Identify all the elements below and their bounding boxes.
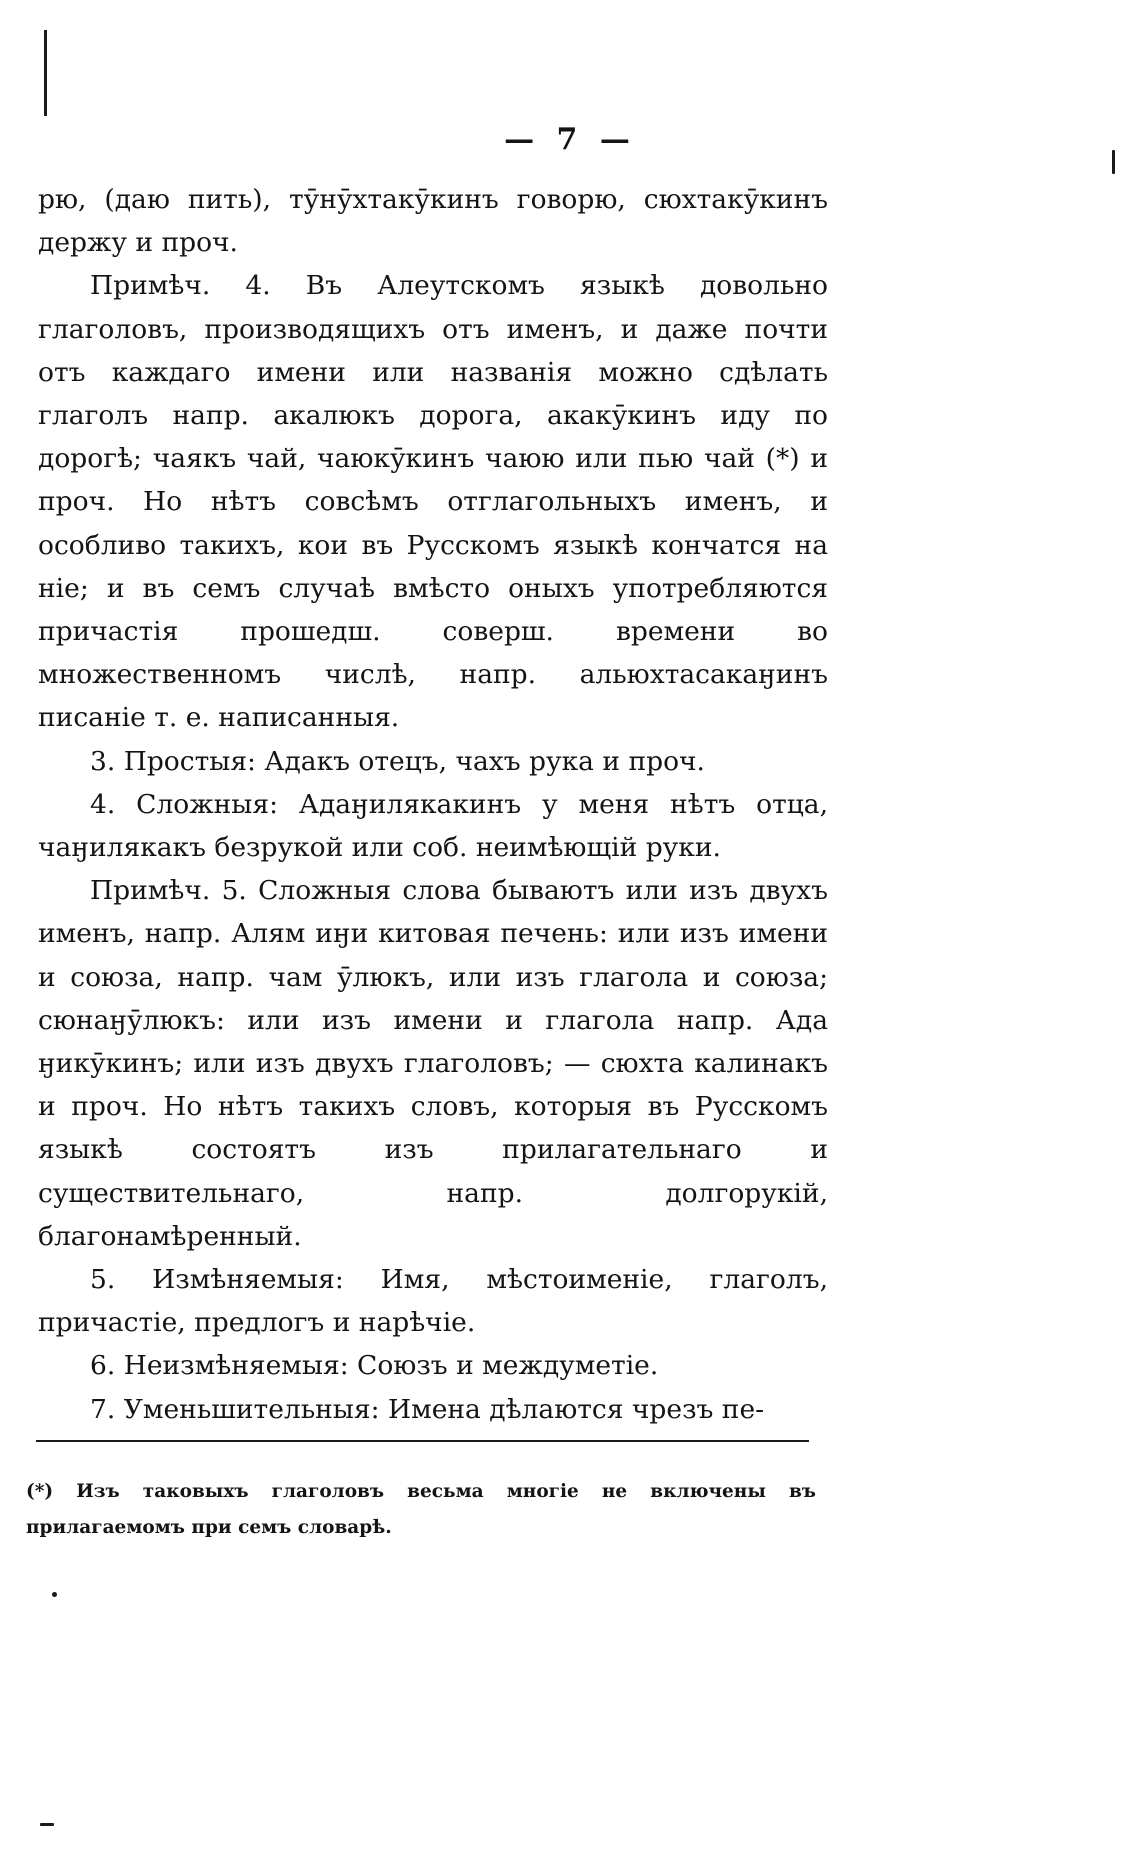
main-text (38, 178, 828, 1431)
paragraph-simple-words: 3. Простыя: Адакъ отецъ, чахъ рука и проч. (90, 745, 705, 777)
paragraph-unchangeable-words: 6. Неизмѣняемыя: Союзъ и междуметіе. (90, 1350, 659, 1382)
paragraph-changeable-words: 5. Измѣняемыя: Имя, мѣстоименіе, глаголъ, причастіе, предлогъ и нарѣчіе. (38, 1264, 828, 1339)
page-number: — 7 — (504, 122, 636, 157)
paragraph-note-4: Примѣч. 4. Въ Алеутскомъ языкѣ довольно глаголовъ, производящихъ отъ именъ, и даже почти отъ каждаго имени или названія можно сдѣлать глаголъ напр. акалюкъ дорога, акакӯкинъ иду по дорогѣ; чаякъ чай, чаюкӯкинъ чаюю или пью чай (*) и проч. Но нѣтъ совсѣмъ отглагольныхъ именъ, и особливо такихъ, кои въ Русскомъ языкѣ кончатся на ніе; и въ семъ случаѣ вмѣсто оныхъ употребляются причастія прошедш. соверш. времени во множественномъ числѣ, напр. альюхтасакаӈинъ писаніе т. е. написанныя. (38, 270, 828, 734)
scan-speck (40, 1823, 54, 1826)
paragraph-diminutive-words: 7. Уменьшительныя: Имена дѣлаются чрезъ пе- (90, 1393, 765, 1425)
footnote: (*) Изъ таковыхъ глаголовъ весьма многіе не включены въ прилагаемомъ при семъ словарѣ. (26, 1481, 816, 1538)
scan-speck (1112, 150, 1115, 174)
scan-speck (52, 1592, 57, 1597)
paragraph-continuation: рю, (даю пить), тӯнӯхтакӯкинъ говорю, сюхтакӯкинъ держу и проч. (38, 184, 828, 259)
margin-scan-line (44, 30, 47, 116)
paragraph-note-5: Примѣч. 5. Сложныя слова бываютъ или изъ двухъ именъ, напр. Алям иӈи китовая печень: или изъ имени и союза, напр. чам ӯлюкъ, или изъ глагола и союза; сюнаӈӯлюкъ: или изъ имени и глагола напр. Ада ӈикӯкинъ; или изъ двухъ глаголовъ; — сюхта калинакъ и проч. Но нѣтъ такихъ словъ, которыя въ Русскомъ языкѣ состоятъ изъ прилагательнаго и существительнаго, напр. долгорукій, благонамѣренный. (38, 875, 828, 1252)
footnote-separator (36, 1440, 809, 1442)
paragraph-compound-words: 4. Сложныя: Адаӈилякакинъ у меня нѣтъ отца, чаӈилякакъ безрукой или соб. неимѣющій руки. (38, 788, 828, 864)
